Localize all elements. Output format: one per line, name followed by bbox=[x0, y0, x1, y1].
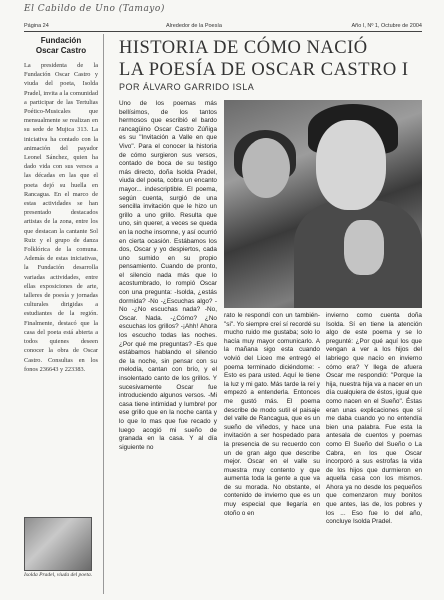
photo-man-hand bbox=[344, 220, 384, 275]
sidebar-text: La presidenta de la Fundación Oscar Castro y viuda del poeta, Isolda Pradel, invita a la comunidad a participar de las Tertulias Poético-Musicales que mensualmente se realizan en su sede de Mujica 313. La iniciativa ha contado con la animación del payador Leonel Sánchez, quien ha dado vida con sus versos a las décadas en las que el poeta dejó su huella en Rancagua. En el marco de estas actividades se han presentado destacados artistas de la zona, entre los que destacan la cantante Sol Ruiz y el grupo de danza Folklórica de la comuna. Además de estas iniciativas, la Fundación desarrolla variadas actividades, entre ellas exposiciones de arte, talleres de poesía y jornadas culturales dirigidas a estudiantes de la región. Finalmente, destacó que la casa del poeta está abierta a todos quienes deseen conocer la obra de Oscar Castro. Consultas en los fonos 236643 y 223383. bbox=[24, 62, 98, 373]
headline-line2: LA POESÍA DE OSCAR CASTRO I bbox=[119, 60, 409, 80]
page-number: Página 24 bbox=[24, 23, 49, 29]
article-column-1: Uno de los poemas más bellísimos, de los tantos hermosos que escribió el bardo rancagüino Oscar Castro Zúñiga es su "Invitación a Valle en que Vivo". Para el conocer la historia de cómo surgieron sus versos, contado de boca de su testigo más directo, doña Isolda Pradel, viuda del poeta, cobra un encanto mayor... indescriptible. El poema, según cuenta, surgió de una sencilla invitación que le hizo un grillo a uno grillo. Resulta que uno, sin querer, a veces se queda en la noche insomne, y así ocurrió en cierta ocasión. Estábamos los dos, Oscar y yo despiertos, cada uno sumido en su propio pensamiento. Cuando de pronto, el silencio nada más que lo acostumbrado, lo rompió Oscar con una pregunta: -Isolda, ¿estás dormida? -No -¿Escuchas algo? -No -¿No escuchas nada? -No, Oscar. Nada. -¿Cómo? ¿No escuchas los grillos? -¡Ahh! Ahora los escucho todas las noches. ¿Por qué me preguntas? -Es que estábamos hablando el silencio de la noche, sin pensar con su melodía, cantan con brío, y el insolentado canto de los grillos. Y sucesivamente Oscar fue introduciendo algunos versos. -Mi casa tiene intimidad y lumbre! por ese grillo que en la noche canta y lo que lo mas que fue recado y luego acogió mi sueño de granada en la casa. Y al día siguiente no bbox=[119, 100, 217, 451]
article-column-3: invierno como cuenta doña Isolda. Sí en tiene la atención algo de este poema y se lo pregunté: ¿Por qué aquí los que vengan a ver a los hijos del labriego que nacío en invierno cómo era? Y llega de afuera Oscar me respondió: "Porque la hija, nuestra hija va a nacer en un día cualquiera de éstos, igual que como nacen en el Sueño". Éstas eran unas explicaciones que sí me daba cuando yo no entendía bien una palabra. Fue esta la antesala de cuentos y poemas como El Sueño del Sueño o La Cabra, en los que Oscar incorporó a sus estrofas la vida de los hijos que durmieron en aquella casa con los mismos. Ahora ya no desde los pequeños que comenzaron muy bonitos que antes, las de, los pobres y los ... Eso fue lo del año, concluye Isolda Pradel. bbox=[326, 312, 422, 526]
article-column-2: rato le respondí con un también-"si". Yo siempre creí sí recordé su mucho ruido me gustaba; solo lo hacía muy mayor comunicarlo. A la mañana sigo esta cuando volvió del Liceo me entregó el poema terminado diciéndome: -Esto es para usted. Aquí le tiene la luz y mi gato. Más tarde la reí y empezó a entenderla. Entonces me gustó más. El poema describe de modo sutil el paisaje del valle de Rancagua, que es un sueño de viñedos, y hace una invitación a ser hospedado para la presencia de su recuerdo con un de gran algo que describe mejor. Oscar en el valle su muestra muy contento y que aumenta toda la gente a que va de su morada. No obstante, el contenido de invierno que es un muy especial que llegaría en otoño o en bbox=[224, 312, 320, 517]
sidebar-title-line2: Oscar Castro bbox=[35, 46, 87, 55]
photo-woman-face bbox=[242, 138, 290, 198]
handwritten-note: El Cabildo de Uno (Tamayo) bbox=[24, 4, 165, 14]
article-headline bbox=[119, 37, 419, 81]
section-name: Alrededor de la Poesía bbox=[166, 23, 222, 29]
sidebar-title bbox=[24, 36, 98, 56]
header-rule bbox=[24, 31, 422, 32]
article-photo bbox=[224, 100, 422, 308]
article-byline: POR ÁLVARO GARRIDO ISLA bbox=[119, 82, 255, 92]
photo-man-face bbox=[316, 120, 386, 210]
column-divider bbox=[103, 34, 104, 594]
issue-info: Año I, Nº 1, Octubre de 2004 bbox=[351, 23, 422, 29]
sidebar-photo bbox=[24, 517, 92, 571]
sidebar-title-line1: Fundación bbox=[40, 36, 82, 45]
sidebar-photo-caption: Isolda Pradel, viuda del poeta. bbox=[24, 572, 93, 578]
sidebar bbox=[24, 36, 98, 374]
headline-line1: HISTORIA DE CÓMO NACIÓ bbox=[119, 38, 368, 58]
